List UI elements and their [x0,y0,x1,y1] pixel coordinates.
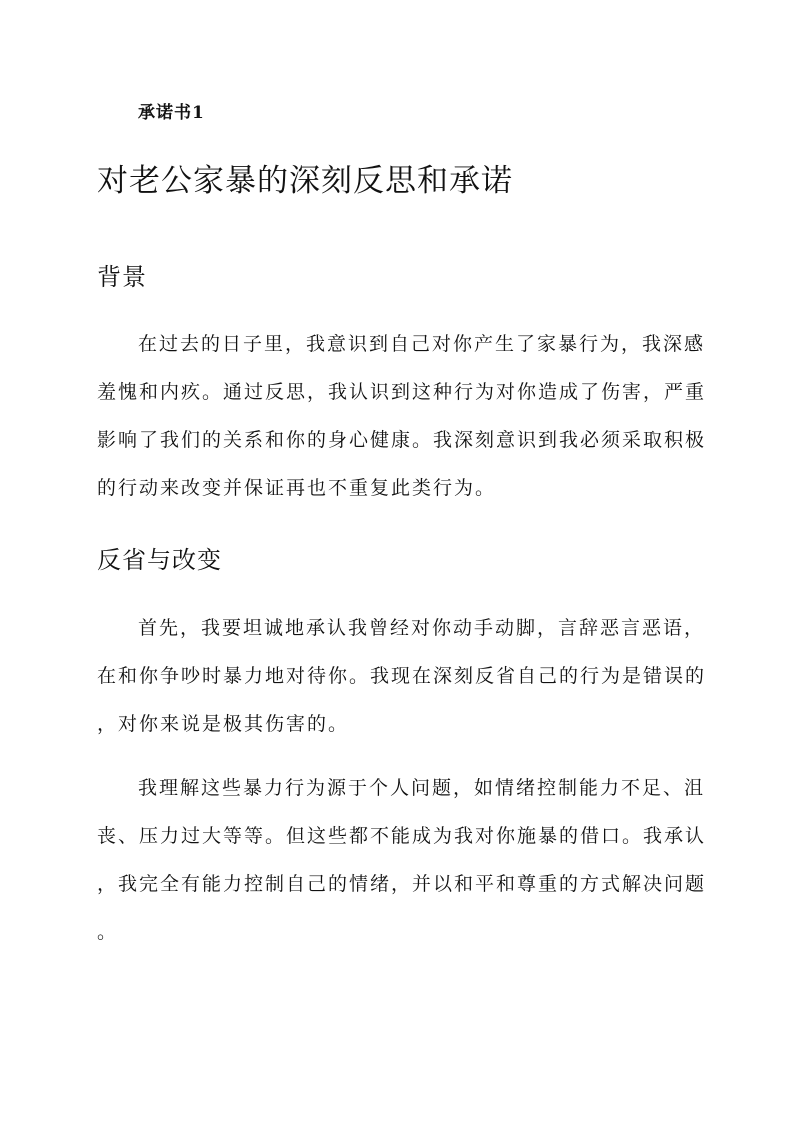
section-heading-reflection: 反省与改变 [97,546,222,574]
paragraph-line: 在和你争吵时暴力地对待你。我现在深刻反省自己的行为是错误的 [97,665,707,687]
document-label: 承诺书1 [138,103,205,123]
paragraph-line: 我理解这些暴力行为源于个人问题，如情绪控制能力不足、沮 [138,777,706,799]
section-heading-background: 背景 [97,263,147,291]
paragraph-line: 在过去的日子里，我意识到自己对你产生了家暴行为，我深感 [138,333,706,355]
paragraph-line: ，我完全有能力控制自己的情绪，并以和平和尊重的方式解决问题 [97,873,707,895]
paragraph-line: 的行动来改变并保证再也不重复此类行为。 [97,477,497,499]
paragraph-line: 影响了我们的关系和你的身心健康。我深刻意识到我必须采取积极 [97,429,707,451]
paragraph-line: 首先，我要坦诚地承认我曾经对你动手动脚，言辞恶言恶语， [138,617,706,639]
paragraph-background [97,320,707,512]
paragraph-line: 。 [97,921,119,943]
paragraph-reflection-2 [97,764,707,956]
document-title: 对老公家暴的深刻反思和承诺 [97,163,513,199]
paragraph-line: 羞愧和内疚。通过反思，我认识到这种行为对你造成了伤害，严重 [97,381,707,403]
paragraph-line: ，对你来说是极其伤害的。 [97,713,350,735]
paragraph-line: 丧、压力过大等等。但这些都不能成为我对你施暴的借口。我承认 [97,825,707,847]
paragraph-reflection-1 [97,604,707,748]
